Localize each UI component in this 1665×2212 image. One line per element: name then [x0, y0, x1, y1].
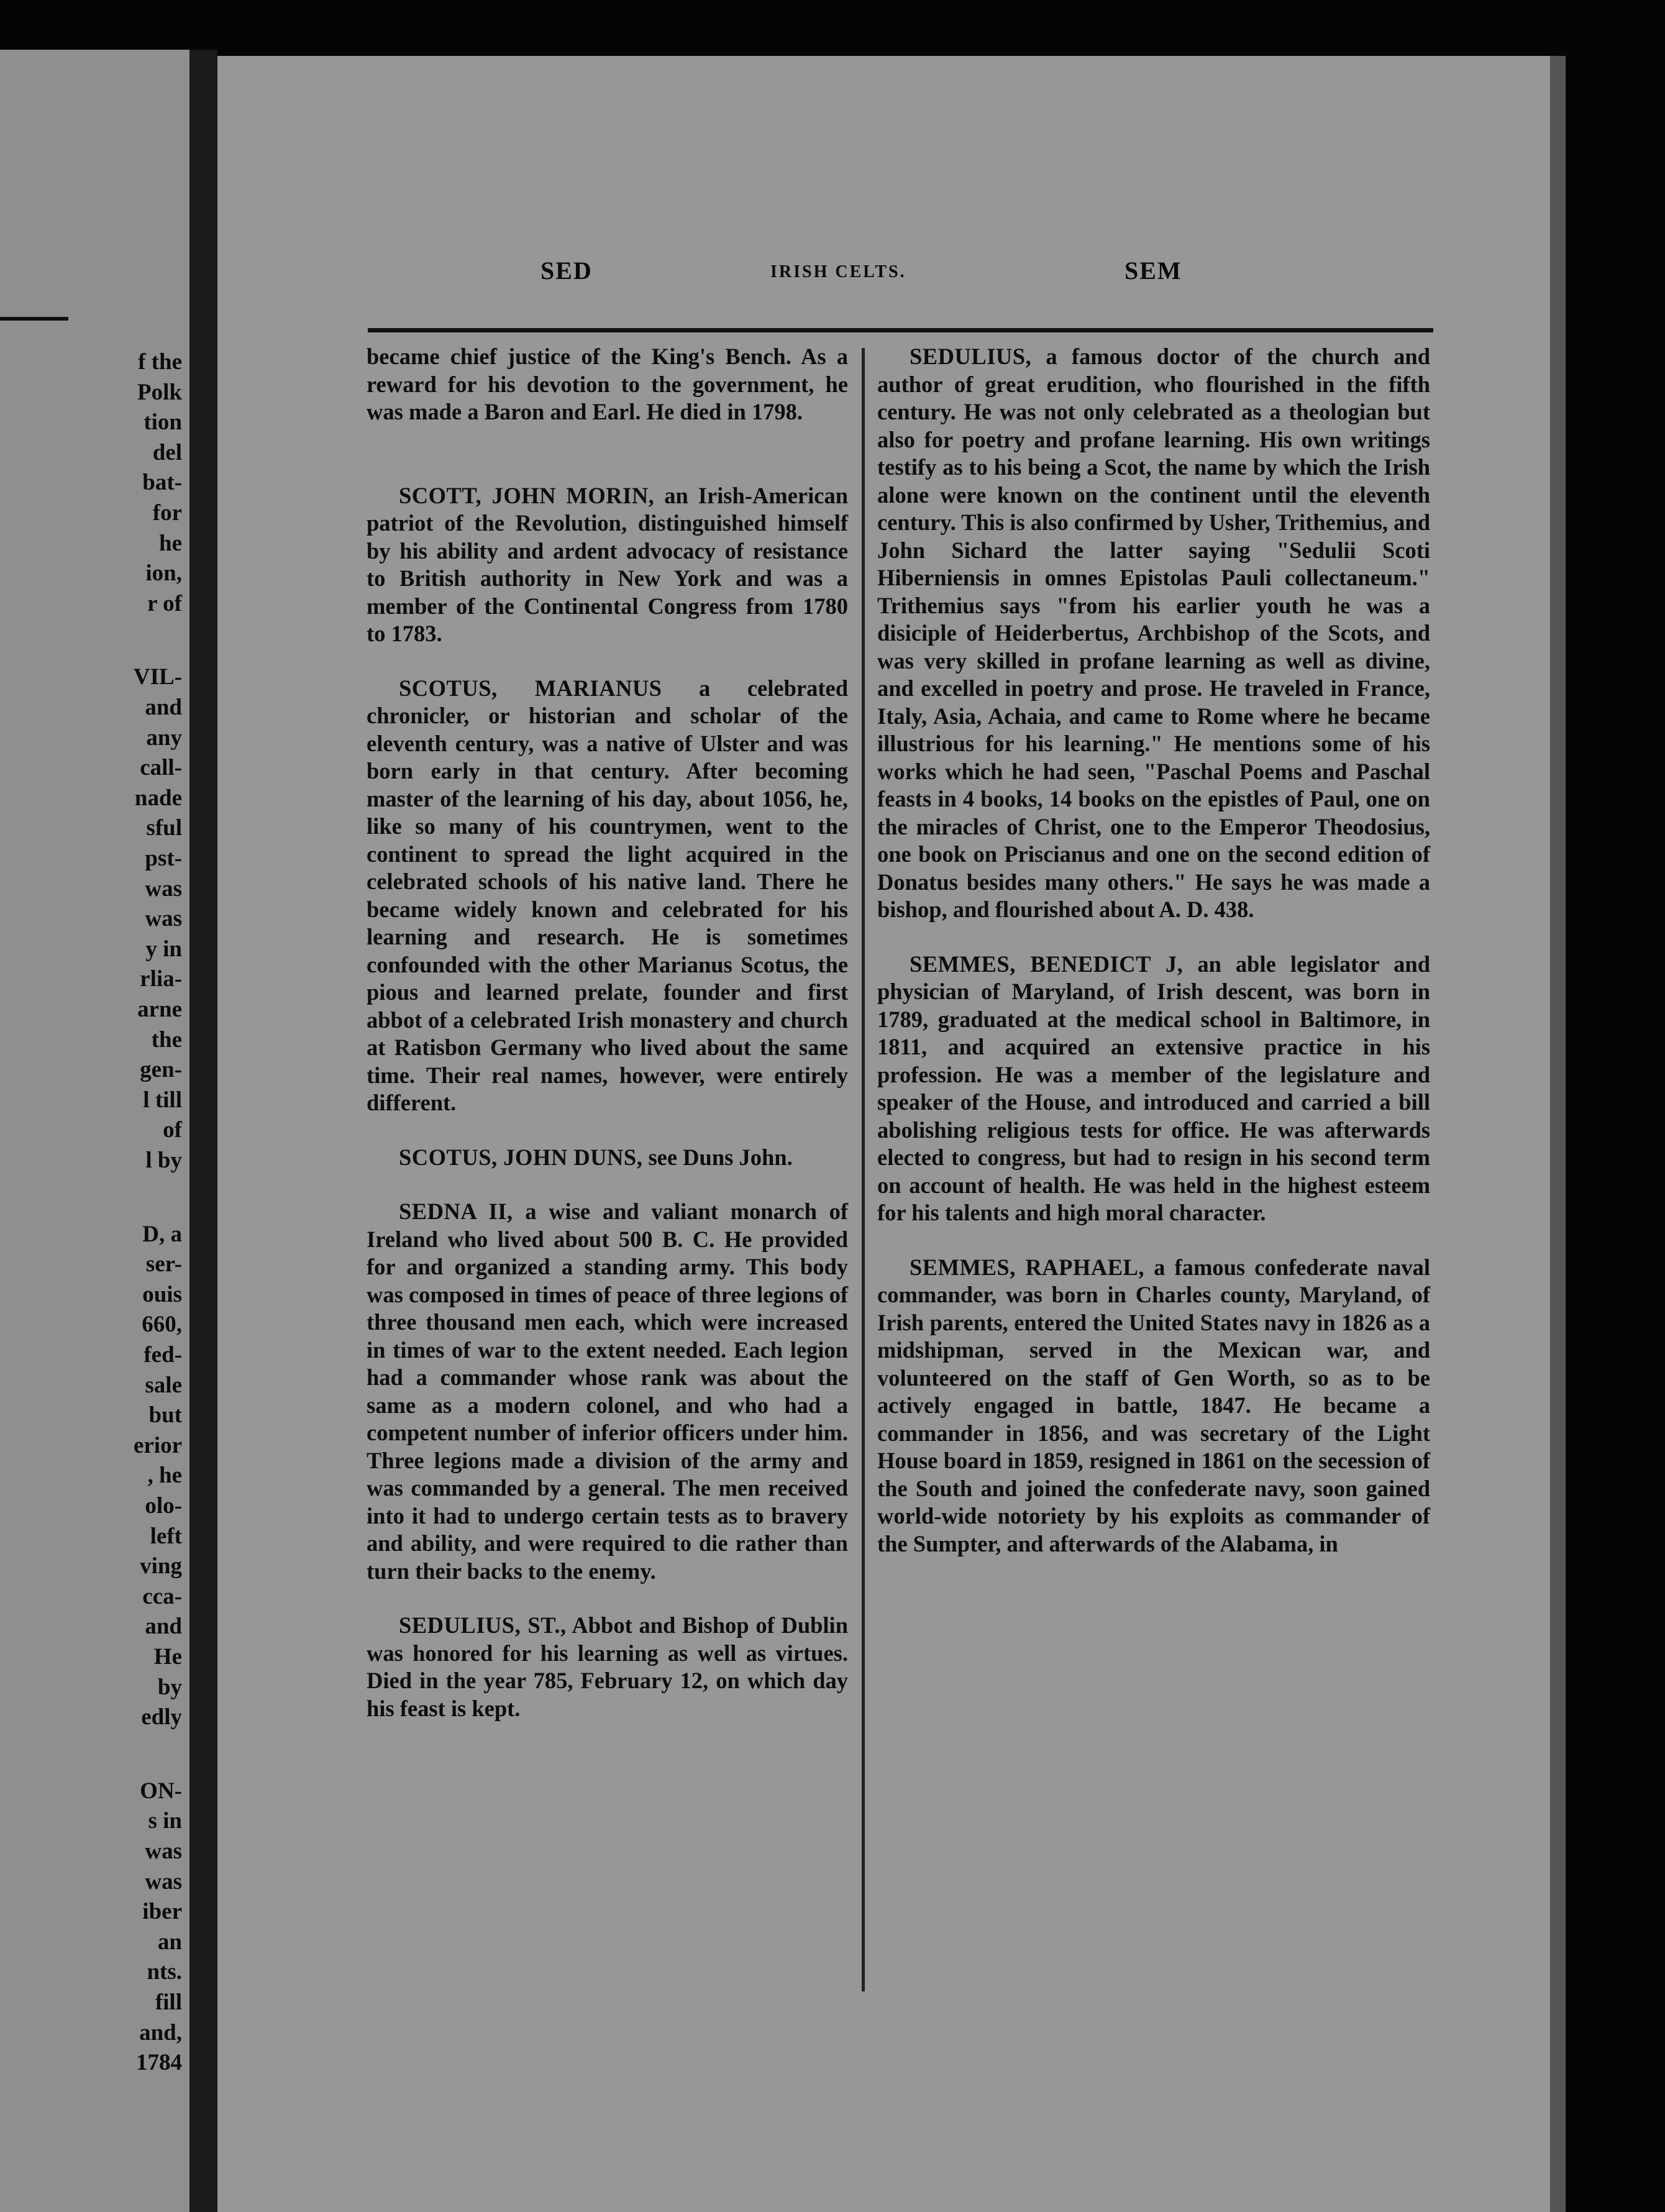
- previous-page-fragment: del: [152, 439, 182, 465]
- entry-headword: SCOTT, JOHN MORIN,: [399, 482, 655, 508]
- dictionary-entry: [367, 343, 848, 426]
- entry-text: a famous confederate naval commander, was born in Charles county, Maryland, of Irish parents, entered the United States navy in 1826 as a midshipman, served in the Mexican war, and volunteered on the staff of Gen Worth, so as to be actively engaged in battle, 1847. He became a commander in 1856, and was secretary of the Light House board in 1859, resigned in 1861 on the secession of the South and joined the confederate navy, soon gained world-wide notoriety by his exploits as commander of the Sumpter, and afterwards of the Alabama, in: [877, 1254, 1430, 1556]
- entry-paragraph: [877, 1254, 1430, 1558]
- entry-text: a wise and valiant monarch of Ireland who lived about 500 B. C. He provided for and organized a standing army. This body was composed in times of peace of three legions of three thousand men each, which were increased in times of war to the extent needed. Each legion had a commander whose rank was about the same as a modern colonel, and who had a competent number of inferior officers under him. Three legions made a division of the army and was commanded by a general. The men received into it had to undergo certain tests as to bravery and ability, and were required to die rather than turn their backs to the enemy.: [367, 1199, 849, 1584]
- right-column: [877, 343, 1430, 1584]
- previous-page-fragment: bat-: [142, 470, 182, 496]
- left-column: [367, 343, 848, 1749]
- dictionary-entry: [367, 675, 848, 1117]
- header-rule: [368, 328, 1433, 332]
- running-title: IRISH CELTS.: [770, 262, 906, 281]
- previous-page-fragment: 1784: [136, 2050, 182, 2076]
- previous-page-fragment: of: [163, 1117, 182, 1143]
- previous-page-fragment: iber: [142, 1899, 182, 1925]
- previous-page-fragment: was: [145, 1839, 182, 1864]
- previous-page-fragment: r of: [147, 590, 182, 616]
- previous-page-fragment: was: [145, 875, 182, 902]
- previous-page-fragment: any: [146, 724, 182, 751]
- previous-page-fragment: ON-: [140, 1778, 182, 1804]
- entry-paragraph: [367, 343, 848, 426]
- previous-page-fragment: gen-: [140, 1057, 182, 1083]
- entry-paragraph: [367, 1612, 848, 1722]
- entry-text: Abbot and Bishop of Dublin was honored for his learning as well as virtues. Died in the year 785, February 12, on which day his feast is kept.: [367, 1612, 848, 1721]
- running-header: [217, 231, 1550, 299]
- previous-page-fragment: l till: [143, 1087, 182, 1113]
- previous-page-fragment: edly: [141, 1704, 182, 1730]
- previous-page-sliver: [0, 50, 189, 2212]
- previous-page-fragment: but: [148, 1402, 182, 1428]
- previous-page-fragment: cca-: [142, 1583, 182, 1609]
- dictionary-entry: [367, 1144, 848, 1172]
- entry-headword: SEDNA II,: [399, 1199, 513, 1224]
- entry-text: see Duns John.: [648, 1144, 793, 1170]
- entry-paragraph: [367, 482, 848, 648]
- previous-page-fragment: by: [157, 1674, 182, 1700]
- previous-page-fragment: fill: [155, 1990, 182, 2015]
- previous-page-fragment: tion: [144, 409, 182, 436]
- previous-page-fragment: olo-: [145, 1493, 182, 1519]
- previous-page-fragment: VIL-: [133, 664, 182, 690]
- previous-page-fragment: D, a: [142, 1221, 182, 1247]
- book-page: [217, 56, 1550, 2212]
- entry-paragraph: [877, 951, 1430, 1227]
- previous-page-fragment: fed-: [144, 1342, 182, 1368]
- previous-page-fragment: arne: [137, 997, 182, 1022]
- entry-text: a famous doctor of the church and author of great erudition, who flourished in the fifth century. He was not only celebrated as a theologian but also for poetry and profane learning. His own writings testify as to his being a Scot, the name by which the Irish alone were known on the continent until the eleventh century. This is also confirmed by Usher, Trithemius, and John Sichard the latter saying "Sedulii Scoti Hiberniensis in omnes Epistolas Pauli collectaneum." Trithemius says "from his earlier youth he was a disiciple of Heiderbertus, Archbishop of the Scots, and was very skilled in profane learning as well as divine, and excelled in poetry and prose. He traveled in France, Italy, Asia, Achaia, and came to Rome where he became illustrious for his learning." He mentions some of his works which he had seen, "Paschal Poems and Paschal feasts in 4 books, 14 books on the epistles of Paul, one on the miracles of Christ, one to the Emperor Theodosius, one book on Priscianus and one on the second edition of Donatus besides many others." He says he was made a bishop, and flourished about A. D. 438.: [877, 344, 1430, 922]
- dictionary-entry: [367, 1198, 848, 1585]
- previous-page-fragment: an: [157, 1929, 182, 1955]
- previous-page-fragment: sful: [146, 815, 182, 841]
- previous-page-fragment: call-: [140, 755, 182, 781]
- previous-page-fragment: nade: [134, 785, 182, 811]
- previous-page-fragment: l by: [145, 1148, 182, 1173]
- previous-page-fragment: ouis: [142, 1281, 182, 1307]
- book-gutter: [189, 50, 217, 2212]
- column-divider: [862, 348, 865, 1991]
- entry-headword: SCOTUS, MARIANUS: [399, 675, 662, 701]
- previous-page-fragment: y in: [145, 936, 182, 962]
- previous-page-fragment: he: [159, 530, 182, 556]
- previous-page-rule: [0, 317, 68, 321]
- previous-page-fragment: nts.: [147, 1959, 182, 1985]
- entry-headword: SCOTUS, JOHN DUNS,: [399, 1144, 643, 1170]
- previous-page-fragment: the: [151, 1026, 182, 1053]
- entry-paragraph: [367, 675, 848, 1117]
- previous-page-fragment: 660,: [142, 1312, 182, 1338]
- entry-headword: SEMMES, RAPHAEL,: [910, 1254, 1145, 1280]
- previous-page-fragment: , he: [147, 1463, 182, 1489]
- previous-page-fragment: ving: [140, 1553, 182, 1579]
- previous-page-fragment: rlia-: [140, 966, 182, 992]
- entry-text: became chief justice of the King's Bench. As a reward for his devotion to the government, he was made a Baron and Earl. He died in 1798.: [367, 344, 848, 424]
- previous-page-fragment: Polk: [137, 379, 182, 405]
- previous-page-fragment: was: [145, 1868, 182, 1894]
- previous-page-fragment: He: [153, 1644, 182, 1670]
- entry-paragraph: [877, 343, 1430, 924]
- entry-text: a celebrated chronicler, or historian and scholar of the eleventh century, was a native of Ulster and was born early in that century. After becoming master of the learning of his day, about 1056, he, like so many of his countrymen, went to the continent to spread the light acquired in the celebrated schools of his native land. There he became widely known and celebrated for his learning and research. He is sometimes confounded with the other Marianus Scotus, the pious and learned prelate, founder and first abbot of a celebrated Irish monastery and church at Ratisbon Germany who lived about the same time. Their real names, however, were entirely different.: [367, 675, 848, 1115]
- entry-paragraph: [367, 1198, 848, 1585]
- previous-page-fragment: and: [145, 1614, 182, 1640]
- previous-page-fragment: sale: [145, 1372, 182, 1398]
- dictionary-entry: [367, 482, 848, 648]
- previous-page-fragment: ion,: [145, 560, 182, 587]
- page-edge-shadow: [1550, 56, 1566, 2212]
- previous-page-fragment: for: [152, 500, 182, 526]
- dictionary-entry: [877, 1254, 1430, 1558]
- guide-word-right: SEM: [1124, 257, 1182, 285]
- dictionary-entry: [367, 1612, 848, 1722]
- entry-headword: SEMMES, BENEDICT J,: [910, 951, 1184, 977]
- previous-page-fragment: ser-: [145, 1251, 182, 1277]
- entry-headword: SEDULIUS,: [910, 344, 1032, 369]
- previous-page-fragment: pst-: [145, 846, 182, 871]
- dictionary-entry: [877, 343, 1430, 924]
- previous-page-fragment: erior: [133, 1432, 182, 1458]
- previous-page-fragment: s in: [148, 1808, 182, 1834]
- entry-paragraph: [367, 1144, 848, 1172]
- entry-headword: SEDULIUS, ST.,: [399, 1612, 567, 1638]
- previous-page-fragment: was: [145, 906, 182, 932]
- guide-word-left: SED: [541, 257, 593, 285]
- entry-text: an Irish-American patriot of the Revolution, distinguished himself by his ability and ardent advocacy of resistance to British authority in New York and was a member of the Continental Congress from 1780 to 1783.: [367, 482, 848, 646]
- previous-page-fragment: and,: [139, 2019, 182, 2045]
- entry-text: an able legislator and physician of Maryland, of Irish descent, was born in 1789, graduated at the medical school in Baltimore, in 1811, and acquired an extensive practice in his profession. He was a member of the legislature and speaker of the House, and introduced and carried a bill abolishing religious tests for office. He was afterwards elected to congress, but had to resign in his second term on account of health. He was held in the highest esteem for his talents and high moral character.: [877, 951, 1431, 1225]
- previous-page-fragment: f the: [138, 349, 182, 375]
- previous-page-fragment: left: [150, 1523, 182, 1549]
- previous-page-fragment: and: [145, 695, 182, 720]
- dictionary-entry: [877, 951, 1430, 1227]
